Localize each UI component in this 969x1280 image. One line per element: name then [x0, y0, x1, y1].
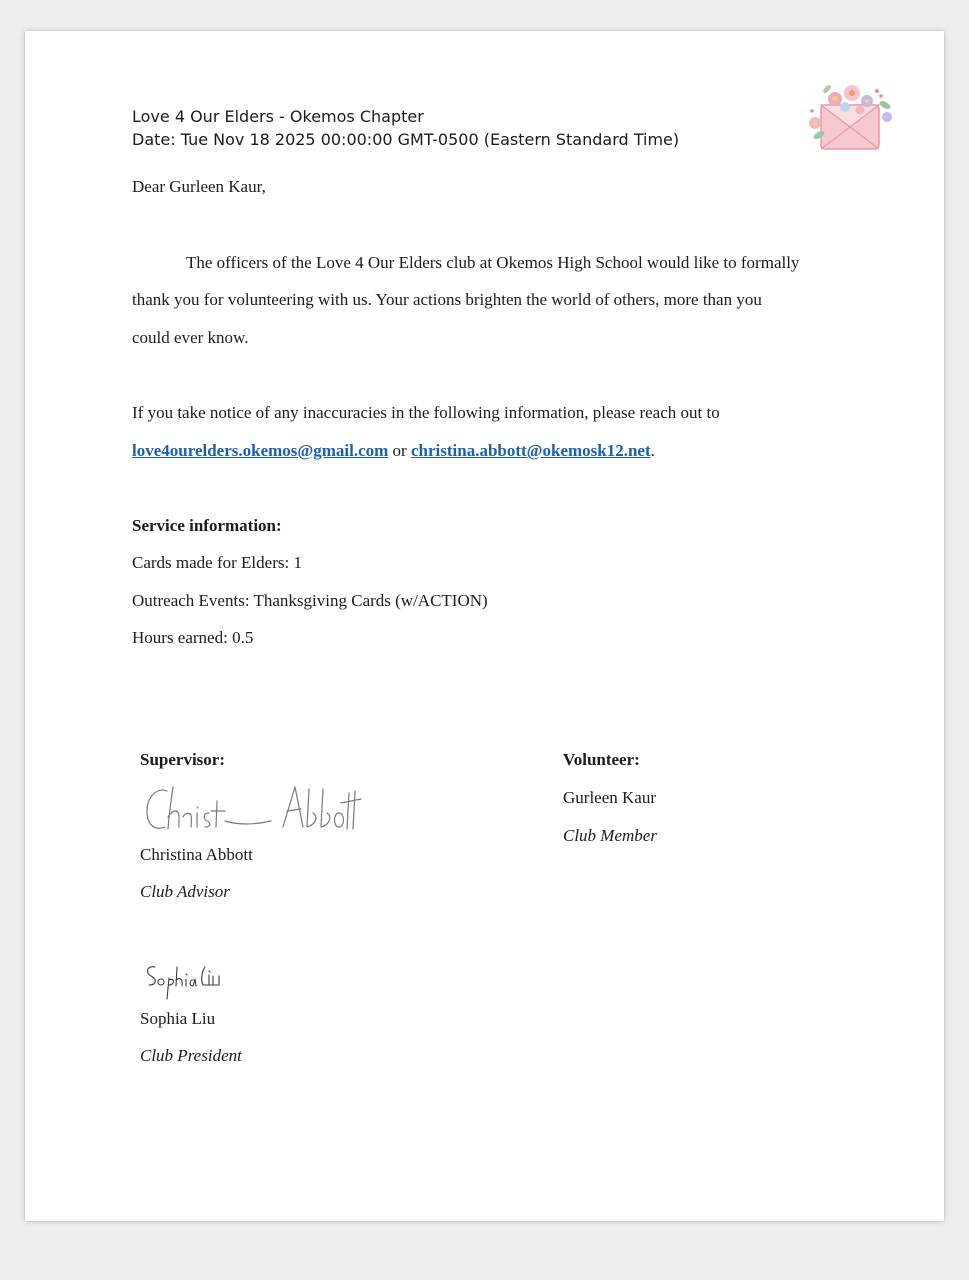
volunteer-role: Club Member	[563, 826, 657, 845]
volunteer-name: Gurleen Kaur	[563, 788, 656, 807]
or-text: or	[392, 441, 407, 460]
outreach-events: Outreach Events: Thanksgiving Cards (w/ACTION)	[132, 591, 488, 610]
period: .	[650, 441, 655, 460]
advisor-role: Club Advisor	[140, 882, 230, 901]
paragraph-line: The officers of the Love 4 Our Elders club at Okemos High School would like to formally	[186, 253, 800, 272]
contact-line	[132, 441, 655, 461]
president-role: Club President	[140, 1046, 242, 1065]
supervisor-heading: Supervisor:	[140, 750, 225, 769]
letter-date: Date: Tue Nov 18 2025 00:00:00 GMT-0500 (Eastern Standard Time)	[132, 130, 680, 149]
president-name: Sophia Liu	[140, 1009, 216, 1028]
advisor-name: Christina Abbott	[140, 845, 253, 864]
cards-made: Cards made for Elders: 1	[132, 553, 302, 572]
president-signature	[143, 961, 223, 1003]
envelope-flowers-icon	[807, 83, 897, 155]
paragraph-line: thank you for volunteering with us. Your actions brighten the world of others, more than you	[132, 290, 762, 309]
paragraph-line: could ever know.	[132, 328, 249, 347]
salutation: Dear Gurleen Kaur,	[132, 177, 266, 196]
email-link-advisor[interactable]: christina.abbott@okemosk12.net	[410, 441, 651, 460]
volunteer-heading: Volunteer:	[563, 750, 640, 769]
paragraph-line: If you take notice of any inaccuracies in the following information, please reach out to	[132, 403, 720, 422]
service-heading: Service information:	[132, 516, 282, 535]
document-page	[25, 31, 944, 1221]
hours-earned: Hours earned: 0.5	[132, 628, 254, 647]
org-header: Love 4 Our Elders - Okemos Chapter	[132, 107, 424, 126]
advisor-signature	[143, 783, 363, 839]
email-link-club[interactable]: love4ourelders.okemos@gmail.com	[132, 441, 389, 460]
